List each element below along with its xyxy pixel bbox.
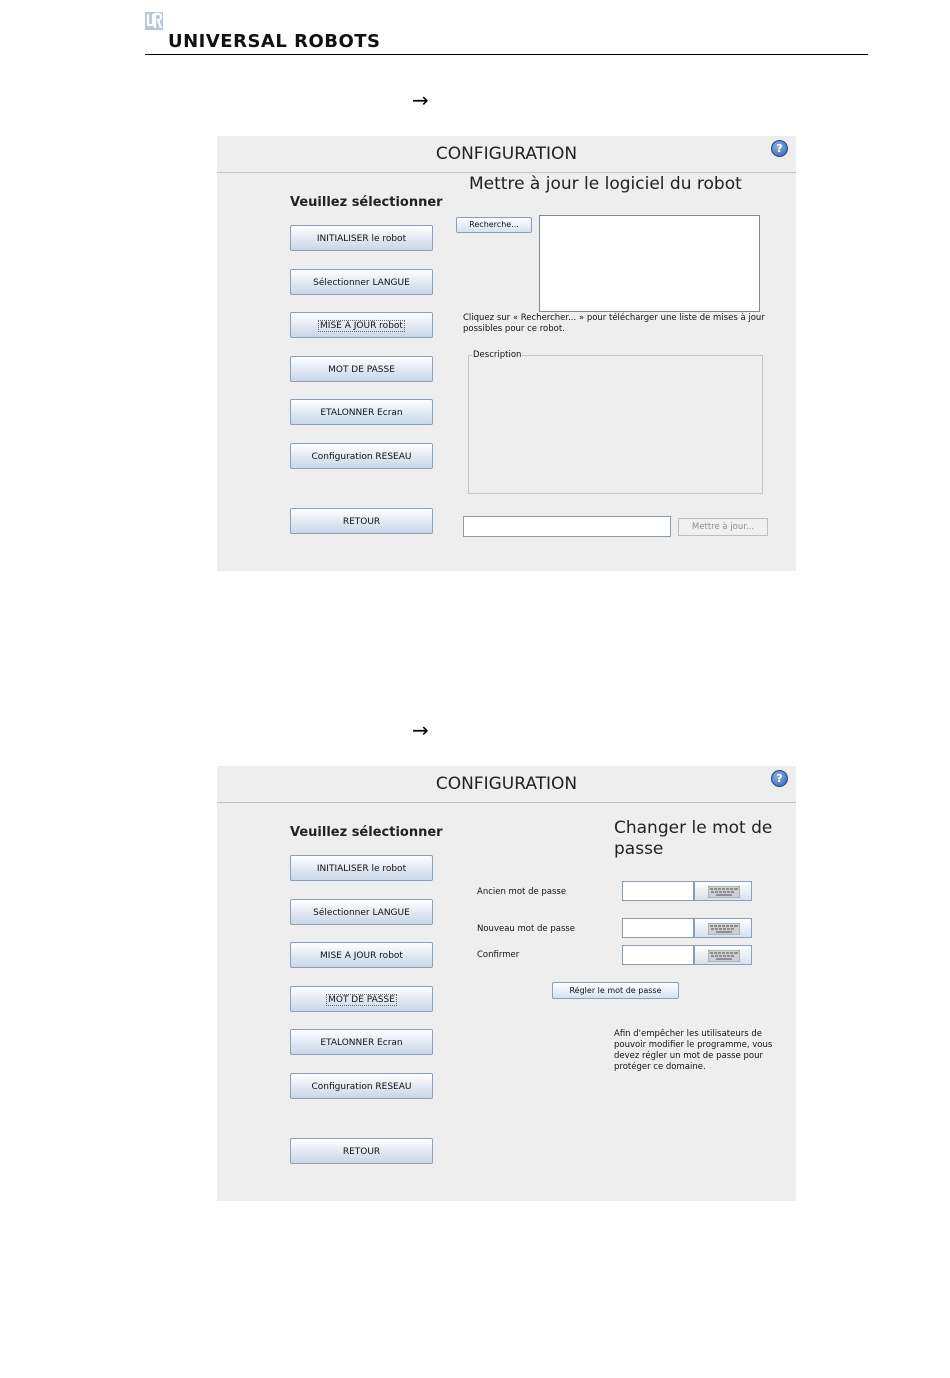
button-label: INITIALISER le robot: [316, 864, 407, 874]
panel-title: CONFIGURATION: [435, 144, 578, 164]
configuration-panel-update: [217, 136, 796, 571]
update-robot-button[interactable]: [290, 312, 433, 338]
password-button[interactable]: [290, 986, 433, 1012]
header-rule: [145, 54, 868, 55]
select-label: Veuillez sélectionner: [290, 195, 443, 210]
update-robot-button[interactable]: [290, 942, 433, 968]
help-icon[interactable]: ?: [771, 770, 788, 787]
button-label: MOT DE PASSE: [328, 995, 395, 1005]
select-label: Veuillez sélectionner: [290, 825, 443, 840]
keyboard-icon: [708, 886, 740, 898]
arrow-1: →: [412, 88, 429, 112]
updates-list[interactable]: [539, 215, 760, 312]
set-password-button[interactable]: Régler le mot de passe: [552, 982, 679, 999]
search-button[interactable]: Recherche...: [456, 217, 532, 233]
keyboard-icon: [708, 950, 740, 962]
title-separator: [217, 802, 796, 803]
old-password-field[interactable]: [622, 881, 694, 901]
confirm-password-field[interactable]: [622, 945, 694, 965]
network-config-button[interactable]: [290, 443, 433, 469]
network-config-button[interactable]: [290, 1073, 433, 1099]
calibrate-screen-button[interactable]: [290, 399, 433, 425]
ur-logo-icon: [145, 12, 163, 30]
button-label: ETALONNER Ecran: [320, 408, 403, 418]
button-label: MISE A JOUR robot: [320, 951, 403, 961]
button-label: MOT DE PASSE: [328, 365, 395, 375]
back-button[interactable]: [290, 508, 433, 534]
new-password-field[interactable]: [622, 918, 694, 938]
password-info: Afin d'empêcher les utilisateurs de pouvoir modifier le programme, vous devez régler un mot de passe pour protéger ce domaine.: [614, 1029, 773, 1072]
configuration-panel-password: [217, 766, 796, 1201]
select-language-button[interactable]: [290, 899, 433, 925]
old-password-label: Ancien mot de passe: [477, 887, 567, 897]
keyboard-icon: [708, 923, 740, 935]
initialize-robot-button[interactable]: [290, 855, 433, 881]
title-separator: [217, 172, 796, 173]
confirm-password-keyboard-button[interactable]: [694, 945, 752, 965]
update-heading: Mettre à jour le logiciel du robot: [469, 174, 742, 194]
button-label: Sélectionner LANGUE: [313, 278, 410, 288]
calibrate-screen-button[interactable]: [290, 1029, 433, 1055]
button-label: Configuration RESEAU: [311, 452, 412, 462]
button-label: Configuration RESEAU: [311, 1082, 412, 1092]
back-button[interactable]: [290, 1138, 433, 1164]
update-path-field[interactable]: [463, 516, 671, 537]
password-heading: Changer le mot de passe: [614, 818, 773, 859]
description-legend: Description: [473, 350, 522, 360]
button-label: INITIALISER le robot: [316, 234, 407, 244]
new-password-label: Nouveau mot de passe: [477, 924, 576, 934]
button-label: ETALONNER Ecran: [320, 1038, 403, 1048]
initialize-robot-button[interactable]: [290, 225, 433, 251]
old-password-keyboard-button[interactable]: [694, 881, 752, 901]
panel-title: CONFIGURATION: [435, 774, 578, 794]
password-button[interactable]: [290, 356, 433, 382]
select-language-button[interactable]: [290, 269, 433, 295]
description-box: [468, 350, 763, 494]
help-icon[interactable]: ?: [771, 140, 788, 157]
button-label: RETOUR: [342, 517, 381, 527]
button-label: Sélectionner LANGUE: [313, 908, 410, 918]
search-hint: Cliquez sur « Rechercher... » pour télécharger une liste de mises à jour possibles pour ce robot.: [463, 313, 765, 334]
update-button[interactable]: Mettre à jour...: [678, 518, 768, 536]
confirm-label: Confirmer: [477, 950, 520, 960]
button-label: MISE A JOUR robot: [320, 321, 403, 331]
arrow-2: →: [412, 718, 429, 742]
new-password-keyboard-button[interactable]: [694, 918, 752, 938]
button-label: RETOUR: [342, 1147, 381, 1157]
brand-name: UNIVERSAL ROBOTS: [168, 31, 381, 52]
